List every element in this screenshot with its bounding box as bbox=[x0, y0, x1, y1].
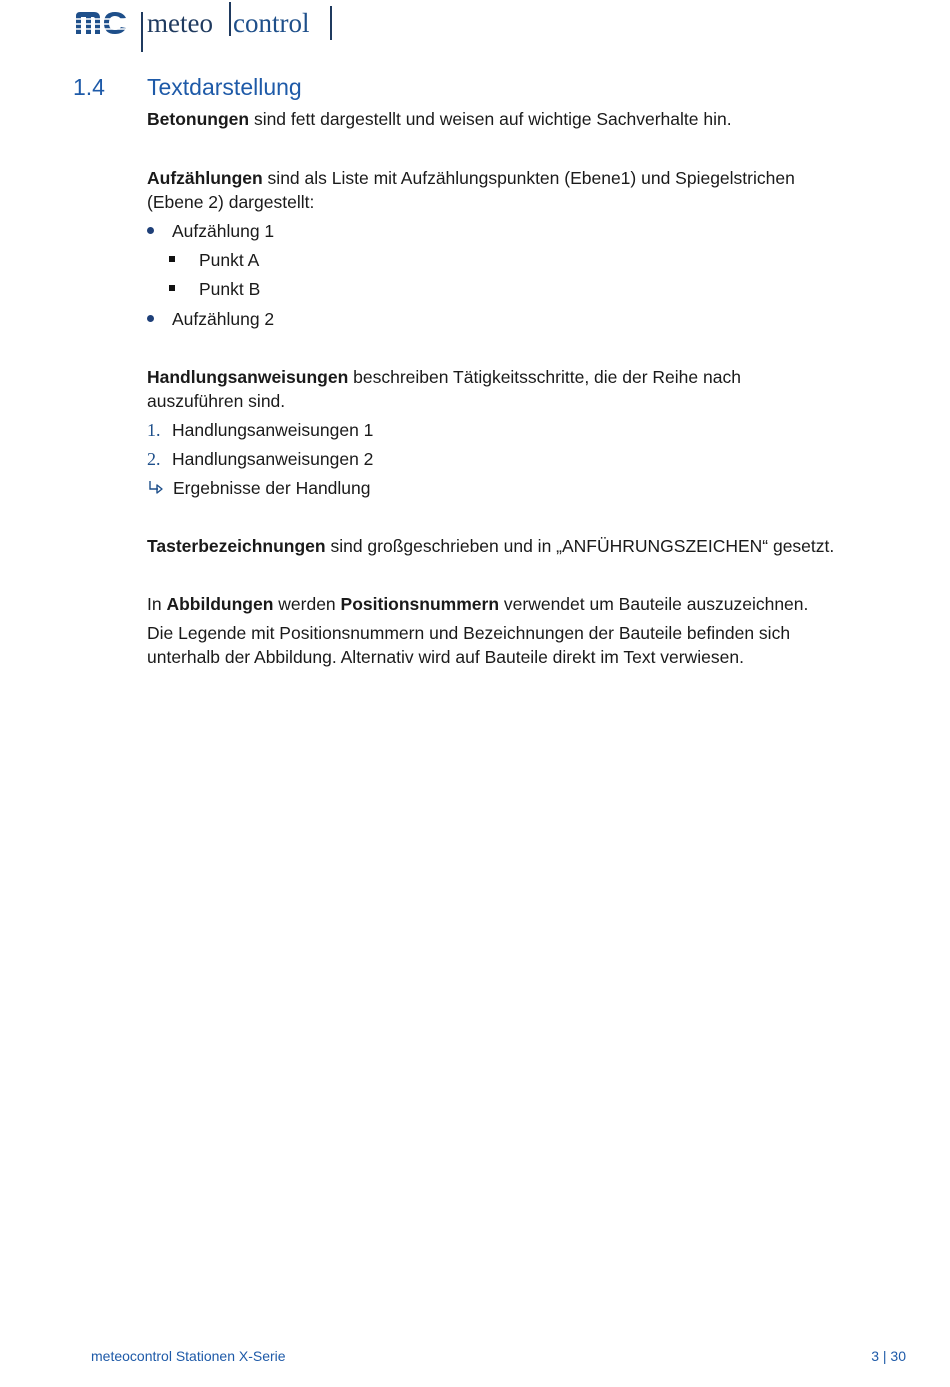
bullet-square-icon bbox=[169, 285, 175, 291]
bold-term: Positionsnummern bbox=[340, 594, 500, 614]
paragraph-text: sind großgeschrieben und in „ANFÜHRUNGSZEICHEN“ gesetzt. bbox=[325, 536, 835, 556]
footer-document-title: meteocontrol Stationen X-Serie bbox=[91, 1348, 286, 1364]
step-number: 2. bbox=[147, 449, 161, 469]
paragraph-legende bbox=[147, 622, 907, 669]
list-item: Punkt A bbox=[199, 250, 260, 270]
logo-divider bbox=[141, 12, 143, 52]
paragraph-text: werden bbox=[273, 594, 341, 614]
paragraph-handlung bbox=[147, 366, 907, 413]
bold-term: Abbildungen bbox=[166, 594, 274, 614]
footer-page-number: 3 | 30 bbox=[871, 1348, 906, 1364]
step-item: Handlungsanweisungen 1 bbox=[172, 420, 374, 440]
paragraph-text: auszuführen sind. bbox=[147, 390, 286, 411]
paragraph-text: (Ebene 2) dargestellt: bbox=[147, 191, 315, 212]
section-title: Textdarstellung bbox=[147, 74, 302, 100]
logo-word-meteo: meteo bbox=[147, 8, 213, 38]
bullet-square-icon bbox=[169, 256, 175, 262]
section-number: 1.4 bbox=[73, 74, 105, 100]
logo-word-control: control bbox=[233, 8, 310, 38]
step-number: 1. bbox=[147, 420, 161, 440]
paragraph-abbildungen bbox=[147, 593, 907, 617]
result-item: Ergebnisse der Handlung bbox=[173, 478, 371, 498]
result-arrow-icon bbox=[148, 480, 164, 496]
bold-term: Tasterbezeichnungen bbox=[147, 536, 326, 556]
meteocontrol-logo-icon bbox=[74, 10, 130, 36]
paragraph-text: unterhalb der Abbildung. Alternativ wird auf Bauteile direkt im Text verwiesen. bbox=[147, 646, 744, 667]
paragraph-text: sind als Liste mit Aufzählungspunkten (Ebene1) und Spiegelstrichen bbox=[262, 168, 795, 188]
logo-divider bbox=[330, 6, 332, 40]
list-item: Punkt B bbox=[199, 279, 261, 299]
paragraph-text: Die Legende mit Positionsnummern und Bezeichnungen der Bauteile befinden sich bbox=[147, 623, 791, 643]
bold-term: Handlungsanweisungen bbox=[147, 367, 349, 387]
paragraph-text: beschreiben Tätigkeitsschritte, die der Reihe nach bbox=[348, 367, 741, 387]
bold-term: Aufzählungen bbox=[147, 168, 263, 188]
paragraph-betonungen bbox=[147, 108, 907, 132]
paragraph-text: sind fett dargestellt und weisen auf wichtige Sachverhalte hin. bbox=[249, 109, 732, 129]
step-item: Handlungsanweisungen 2 bbox=[172, 449, 374, 469]
paragraph-aufzaehlungen bbox=[147, 167, 907, 214]
list-item: Aufzählung 1 bbox=[172, 221, 275, 241]
paragraph-text: verwendet um Bauteile auszuzeichnen. bbox=[499, 594, 809, 614]
paragraph-taster bbox=[147, 535, 927, 559]
bullet-dot-icon bbox=[147, 227, 154, 234]
bullet-dot-icon bbox=[147, 315, 154, 322]
paragraph-text: In bbox=[147, 594, 167, 614]
list-item: Aufzählung 2 bbox=[172, 309, 275, 329]
logo-divider bbox=[229, 2, 231, 36]
bold-term: Betonungen bbox=[147, 109, 250, 129]
